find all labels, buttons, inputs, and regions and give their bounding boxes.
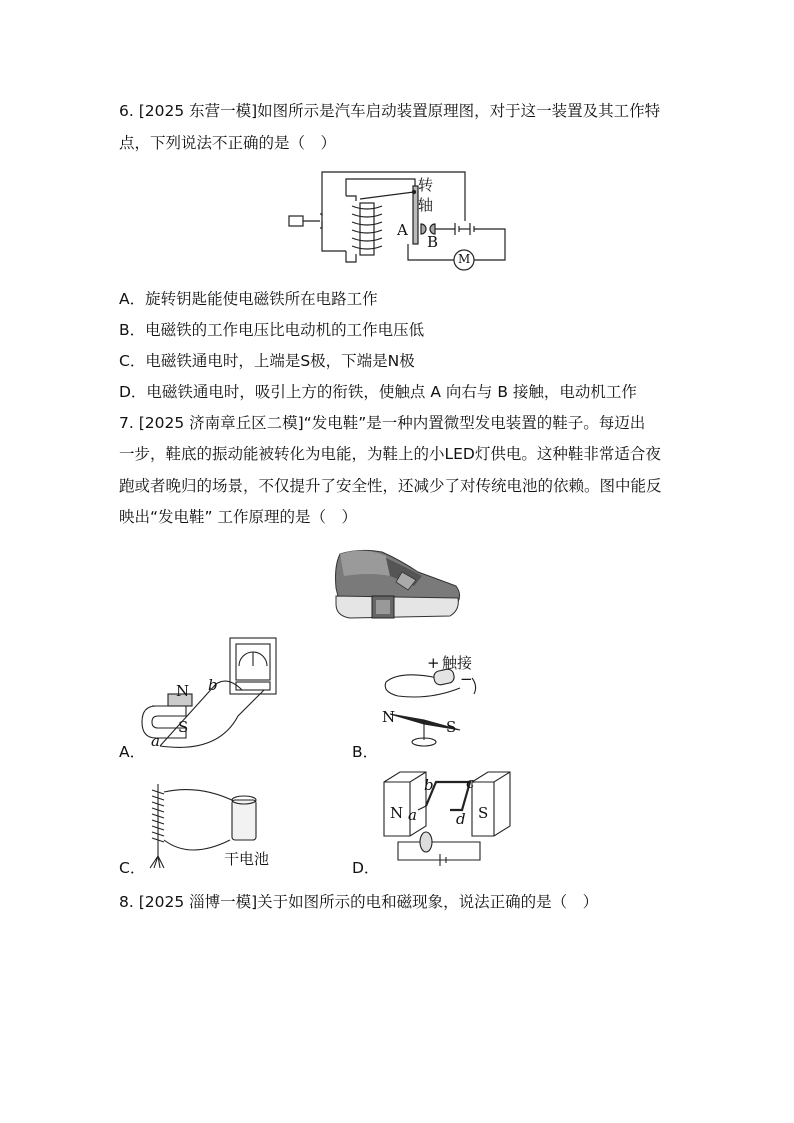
q7-figure-a <box>138 636 288 748</box>
q7-stem-line4: 映出“发电鞋” 工作原理的是（ ） <box>119 508 357 526</box>
fig-b-label-plus: + <box>427 654 440 672</box>
q7-option-d-letter: D． <box>352 859 380 877</box>
fig-c-label-battery: 干电池 <box>224 850 270 868</box>
q7-figure-c <box>140 780 280 870</box>
q7-option-b-letter: B． <box>352 743 379 761</box>
q7-figure-b <box>380 652 490 752</box>
q7-stem-line3: 跑或者晚归的场景，不仅提升了安全性，还减少了对传统电池的依赖。图中能反 <box>119 477 662 495</box>
fig-b-label-s: S <box>446 718 457 736</box>
q6-label-zhuan: 转 <box>418 176 434 194</box>
q6-figure-starter-circuit <box>280 166 510 276</box>
q6-stem-line1: 6. [2025 东营一模]如图所示是汽车启动装置原理图，对于这一装置及其工作特 <box>119 102 661 120</box>
q6-option-b: B．电磁铁的工作电压比电动机的工作电压低 <box>119 321 425 339</box>
q6-label-motor: M <box>458 252 471 266</box>
fig-b-label-n: N <box>382 708 396 726</box>
q6-option-c: C．电磁铁通电时，上端是S极，下端是N极 <box>119 352 415 370</box>
q7-figure-d <box>380 770 512 866</box>
q6-label-a: A <box>397 221 408 239</box>
fig-d-label-c: c <box>466 774 475 792</box>
q8-stem-line1: 8. [2025 淄博一模]关于如图所示的电和磁现象，说法正确的是（ ） <box>119 893 599 911</box>
fig-a-label-n: N <box>176 682 190 700</box>
fig-d-label-a: a <box>408 806 417 824</box>
fig-d-label-d: d <box>456 810 466 828</box>
fig-a-label-b: b <box>208 676 218 694</box>
fig-a-label-a: a <box>151 732 160 750</box>
q7-option-a-letter: A． <box>119 743 146 761</box>
q6-option-a: A．旋转钥匙能使电磁铁所在电路工作 <box>119 290 378 308</box>
q6-label-zhou: 轴 <box>418 196 434 214</box>
q6-label-b: B <box>427 233 439 251</box>
q7-stem-line1: 7. [2025 济南章丘区二模]“发电鞋”是一种内置微型发电装置的鞋子。每迈出 <box>119 414 646 432</box>
q6-stem-line2: 点，下列说法不正确的是（ ） <box>119 134 337 152</box>
fig-b-label-touch: 触接 <box>442 654 473 672</box>
q6-option-d: D．电磁铁通电时，吸引上方的衔铁，使触点 A 向右与 B 接触，电动机工作 <box>119 383 637 401</box>
fig-d-label-s: S <box>478 804 489 822</box>
fig-d-label-b: b <box>424 776 434 794</box>
shoe-image <box>330 546 464 626</box>
q7-option-c-letter: C． <box>119 859 146 877</box>
fig-a-label-s: S <box>178 718 189 736</box>
fig-d-label-n: N <box>390 804 404 822</box>
fig-b-label-minus: − <box>460 670 473 688</box>
q7-stem-line2: 一步，鞋底的振动能被转化为电能，为鞋上的小LED灯供电。这种鞋非常适合夜 <box>119 445 661 463</box>
